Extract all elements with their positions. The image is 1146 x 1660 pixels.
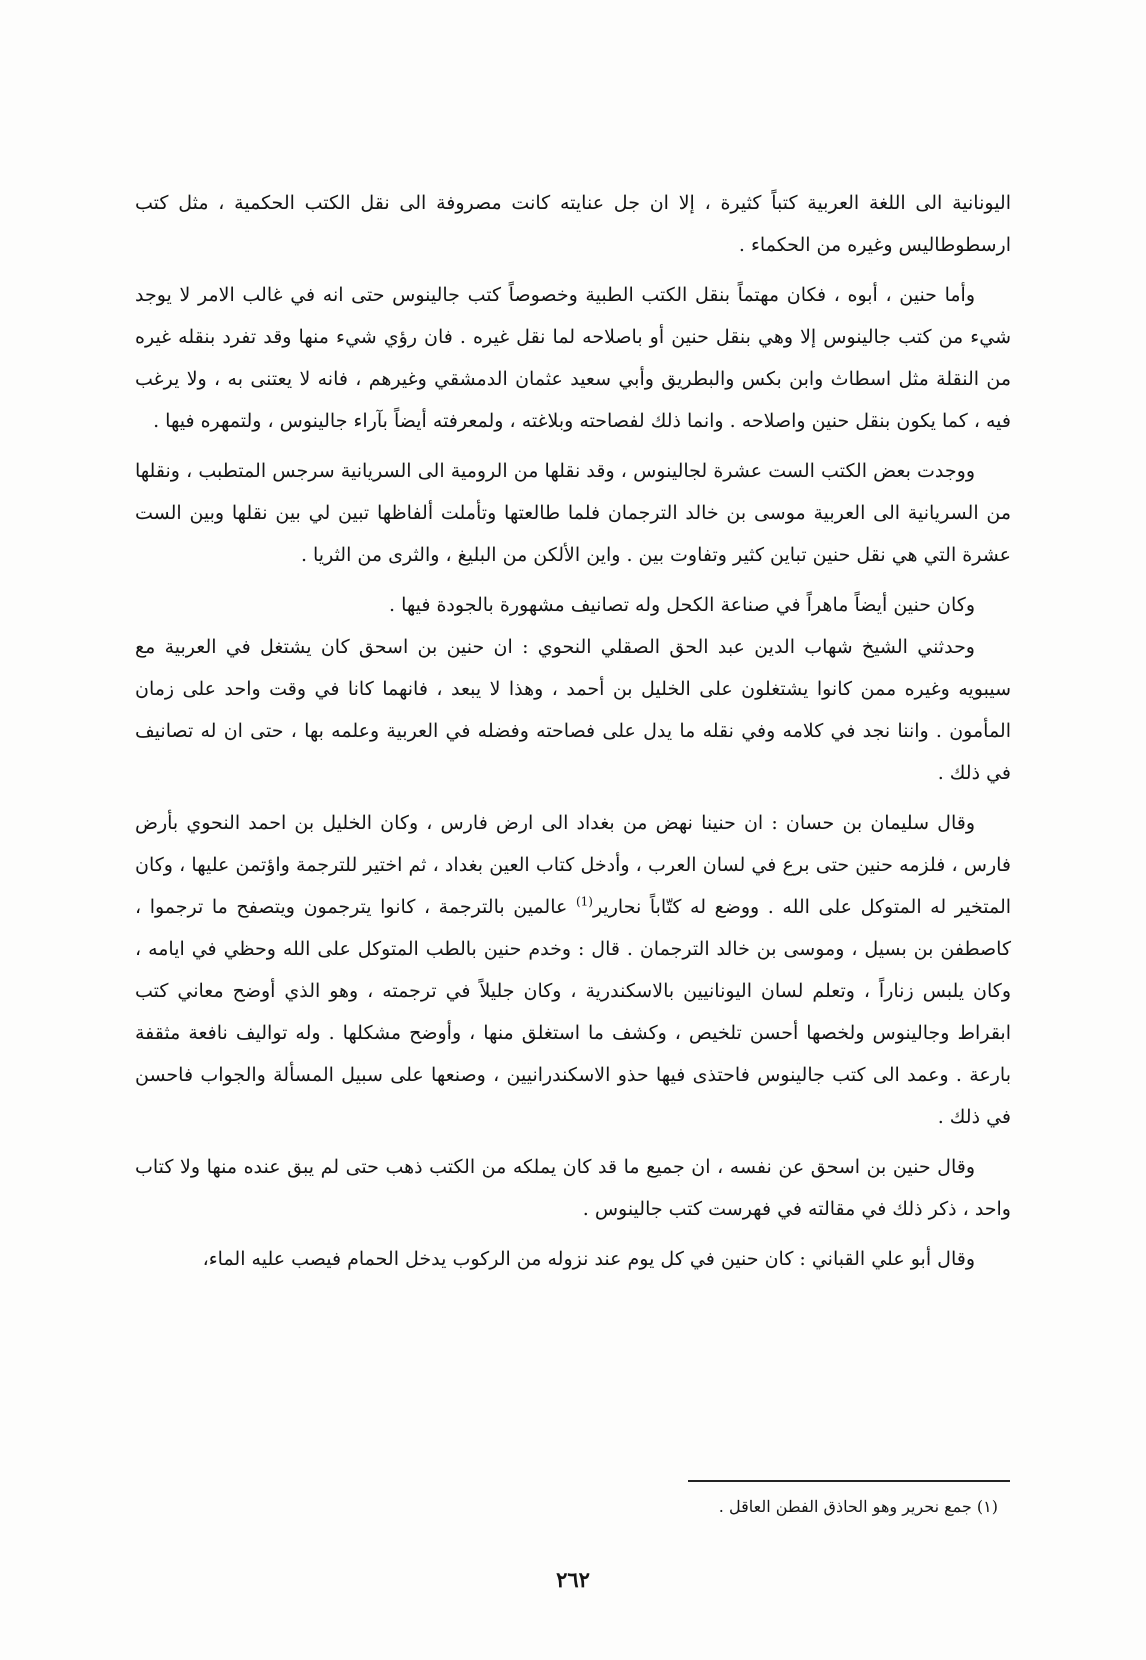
paragraph-5: وحدثني الشيخ شهاب الدين عبد الحق الصقلي النحوي : ان حنين بن اسحق كان يشتغل في العربية مع سيبويه وغيره ممن كانوا يشتغلون على الخليل بن أحمد ، وهذا لا يبعد ، فانهما كانا في وقت واحد على زمان المأمون . واننا نجد في كلامه وفي نقله ما يدل على فصاحته وفضله في العربية وعلمه بها ، حتى ان له تصانيف في ذلك . [135,636,1011,784]
paragraph-8: وقال أبو علي القباني : كان حنين في كل يوم عند نزوله من الركوب يدخل الحمام فيصب عليه الماء، [202,1248,975,1270]
page-number: ٢٦٢ [556,1567,590,1592]
footnote-reference[interactable]: (1) [575,894,593,909]
paragraph-1: اليونانية الى اللغة العربية كتباً كثيرة ، إلا ان جل عنايته كانت مصروفة الى نقل الكتب الحكمية ، مثل كتب ارسطوطاليس وغيره من الحكماء . [135,192,1011,256]
paragraph-6 [135,802,1011,1138]
main-text [135,182,1011,1288]
paragraph-4: وكان حنين أيضاً ماهراً في صناعة الكحل وله تصانيف مشهورة بالجودة فيها . [389,594,975,616]
paragraph-3: ووجدت بعض الكتب الست عشرة لجالينوس ، وقد نقلها من الرومية الى السريانية سرجس المتطبب ، ونقلها من السريانية الى العربية موسى بن خالد الترجمان فلما طالعتها وتأملت ألفاظها تبين لي بين نقلها وبين الست عشرة التي هي نقل حنين تباين كثير وتفاوت بين . واين الألكن من البليغ ، والثرى من الثريا . [135,460,1011,566]
footnote: (١) جمع نحرير وهو الحاذق الفطن العاقل . [718,1497,998,1516]
footnote-divider [688,1480,1010,1482]
paragraph-6-start: وقال سليمان بن حسان : ان حنينا نهض من بغداد الى ارض فارس ، وكان الخليل بن احمد النحوي بأرض فارس ، فلزمه حنين حتى برع في لسان العرب ، وأدخل كتاب العين بغداد ، ثم اختير للترجمة واؤتمن عليها ، وكان المتخير له المتوكل على الله . ووضع له كتّاباً نحارير [135,812,1012,918]
paragraph-7: وقال حنين بن اسحق عن نفسه ، ان جميع ما قد كان يملكه من الكتب ذهب حتى لم يبق عنده منها ولا كتاب واحد ، ذكر ذلك في مقالته في فهرست كتب جالينوس . [135,1156,1011,1220]
paragraph-6-end: عالمين بالترجمة ، كانوا يترجمون ويتصفح ما ترجموا ، كاصطفن بن بسيل ، وموسى بن خالد الترجمان . قال : وخدم حنين بالطب المتوكل على الله وحظي في ايامه ، وكان يلبس زناراً ، وتعلم لسان اليونانيين بالاسكندرية ، وكان جليلاً في ترجمته ، وهو الذي أوضح معاني كتب ابقراط وجالينوس ولخصها أحسن تلخيص ، وكشف ما استغلق منها ، وأوضح مشكلها . وله تواليف نافعة مثقفة بارعة . وعمد الى كتب جالينوس فاحتذى فيها حذو الاسكندرانيين ، وصنعها على سبيل المسألة والجواب فاحسن في ذلك . [135,896,1011,1128]
paragraph-2: وأما حنين ، أبوه ، فكان مهتماً بنقل الكتب الطبية وخصوصاً كتب جالينوس حتى انه في غالب الامر لا يوجد شيء من كتب جالينوس إلا وهي بنقل حنين أو باصلاحه لما نقل غيره . فان رؤي شيء منها وقد تفرد بنقله غيره من النقلة مثل اسطاث وابن بكس والبطريق وأبي سعيد عثمان الدمشقي وغيرهم ، فانه لا يعتنى به ، ولا يرغب فيه ، كما يكون بنقل حنين واصلاحه . وانما ذلك لفصاحته وبلاغته ، ولمعرفته أيضاً بآراء جالينوس ، ولتمهره فيها . [135,284,1011,432]
